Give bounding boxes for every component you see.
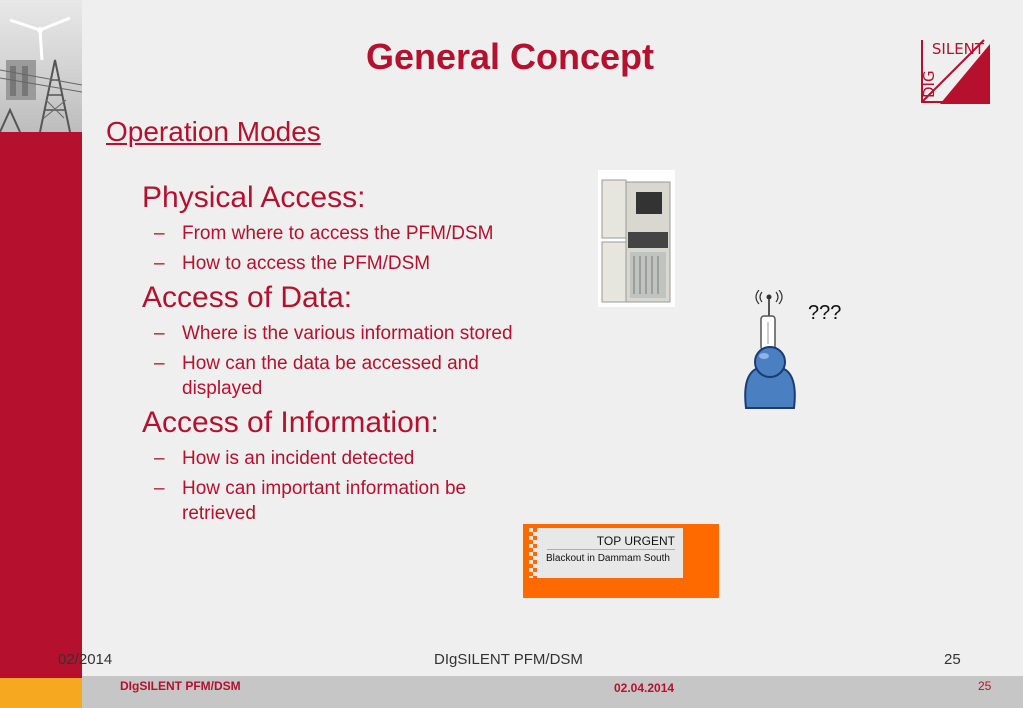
- bottom-bar-product: DIgSILENT PFM/DSM: [120, 679, 241, 693]
- alert-popup: [523, 524, 719, 598]
- power-infrastructure-photo: [0, 0, 82, 132]
- bottom-bar: [82, 676, 1023, 708]
- heading-physical-access: Physical Access:: [142, 181, 366, 214]
- footer-date: 02/2014: [58, 651, 113, 668]
- bottom-bar-page: 25: [978, 679, 992, 693]
- footer-title: DIgSILENT PFM/DSM: [434, 651, 583, 668]
- bullet-dash: –: [154, 323, 165, 344]
- bullet-dash: –: [154, 223, 165, 244]
- user-with-radio-icon: [740, 290, 800, 416]
- bottom-bar-date: 02.04.2014: [614, 681, 675, 695]
- left-sidebar: [0, 0, 82, 708]
- bullet-dash: –: [154, 253, 165, 274]
- list-item: – How can important information be retrieved: [154, 478, 467, 524]
- list-item: – How is an incident detected: [154, 448, 415, 469]
- alert-divider: [547, 549, 675, 550]
- digsilent-logo-icon: [920, 38, 990, 104]
- bullet-dash: –: [154, 448, 165, 469]
- sidebar-accent-block: [0, 678, 82, 708]
- list-item: – How to access the PFM/DSM: [154, 253, 431, 274]
- alert-panel: [529, 528, 683, 578]
- bullet-dash: –: [154, 478, 165, 499]
- alert-title: TOP URGENT: [596, 534, 675, 548]
- section-subtitle: Operation Modes: [106, 116, 321, 147]
- question-marks-label: ???: [808, 302, 842, 324]
- svg-text:SILENT: SILENT: [931, 40, 985, 58]
- slide-title: General Concept: [365, 36, 655, 77]
- list-item: – Where is the various information stored: [154, 323, 513, 344]
- checker-stripe: [529, 528, 537, 578]
- svg-text:DIG: DIG: [920, 70, 938, 98]
- bullet-dash: –: [154, 353, 165, 374]
- list-item: – From where to access the PFM/DSM: [154, 223, 494, 244]
- alert-message: Blackout in Dammam South: [546, 553, 670, 564]
- list-item: – How can the data be accessed and displayed: [154, 353, 479, 399]
- bullet-content: [142, 180, 562, 526]
- heading-access-of-information: Access of Information:: [142, 406, 439, 439]
- control-cabinet-image: [598, 170, 675, 307]
- footer-page-number: 25: [944, 651, 961, 668]
- heading-access-of-data: Access of Data:: [142, 281, 353, 314]
